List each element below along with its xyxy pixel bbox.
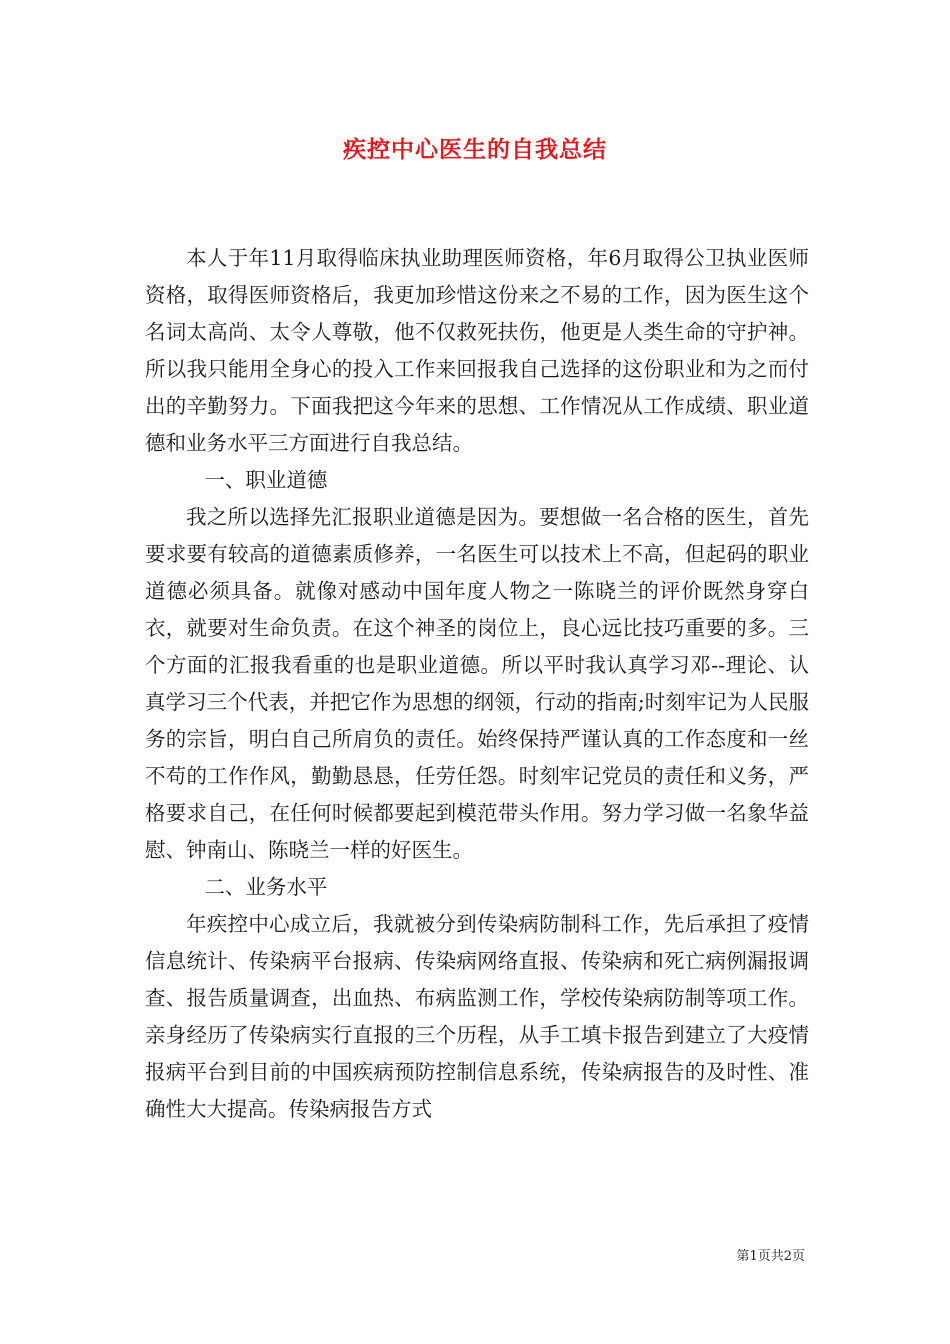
section-heading-professional-ethics: 一、职业道德	[204, 468, 328, 492]
professional-ethics-paragraph: 我之所以选择先汇报职业道德是因为。要想做一名合格的医生，首先要求要有较高的道德素质修养，一名医生可以技术上不高，但起码的职业道德必须具备。就像对感动中国年度人物之一陈晓兰的评价既然身穿白衣，就要对生命负责。在这个神圣的岗位上，良心远比技巧重要的多。三个方面的汇报我看重的也是职业道德。所以平时我认真学习邓--理论、认真学习三个代表，并把它作为思想的纲领，行动的指南;时刻牢记为人民服务的宗旨，明白自己所肩负的责任。始终保持严谨认真的工作态度和一丝不苟的工作作风，勤勤恳恳，任劳任怨。时刻牢记党员的责任和义务，严格要求自己，在任何时候都要起到模范带头作用。努力学习做一名象华益慰、钟南山、陈晓兰一样的好医生。	[145, 505, 809, 862]
section-heading-business-level: 二、业务水平	[204, 875, 328, 899]
document-title: 疾控中心医生的自我总结	[343, 136, 607, 163]
page-number-footer: 第1页共2页	[736, 1249, 805, 1264]
business-level-paragraph: 年疾控中心成立后，我就被分到传染病防制科工作，先后承担了疫情信息统计、传染病平台报病、传染病网络直报、传染病和死亡病例漏报调查、报告质量调查，出血热、布病监测工作，学校传染病防制等项工作。亲身经历了传染病实行直报的三个历程，从手工填卡报告到建立了大疫情报病平台到目前的中国疾病预防控制信息系统，传染病报告的及时性、准确性大大提高。传染病报告方式	[145, 912, 809, 1121]
document-body	[145, 240, 809, 1128]
intro-paragraph: 本人于年11月取得临床执业助理医师资格，年6月取得公卫执业医师资格，取得医师资格后，我更加珍惜这份来之不易的工作，因为医生这个名词太高尚、太令人尊敬，他不仅救死扶伤，他更是人类生命的守护神。所以我只能用全身心的投入工作来回报我自己选择的这份职业和为之而付出的辛勤努力。下面我把这今年来的思想、工作情况从工作成绩、职业道德和业务水平三方面进行自我总结。	[145, 246, 809, 455]
